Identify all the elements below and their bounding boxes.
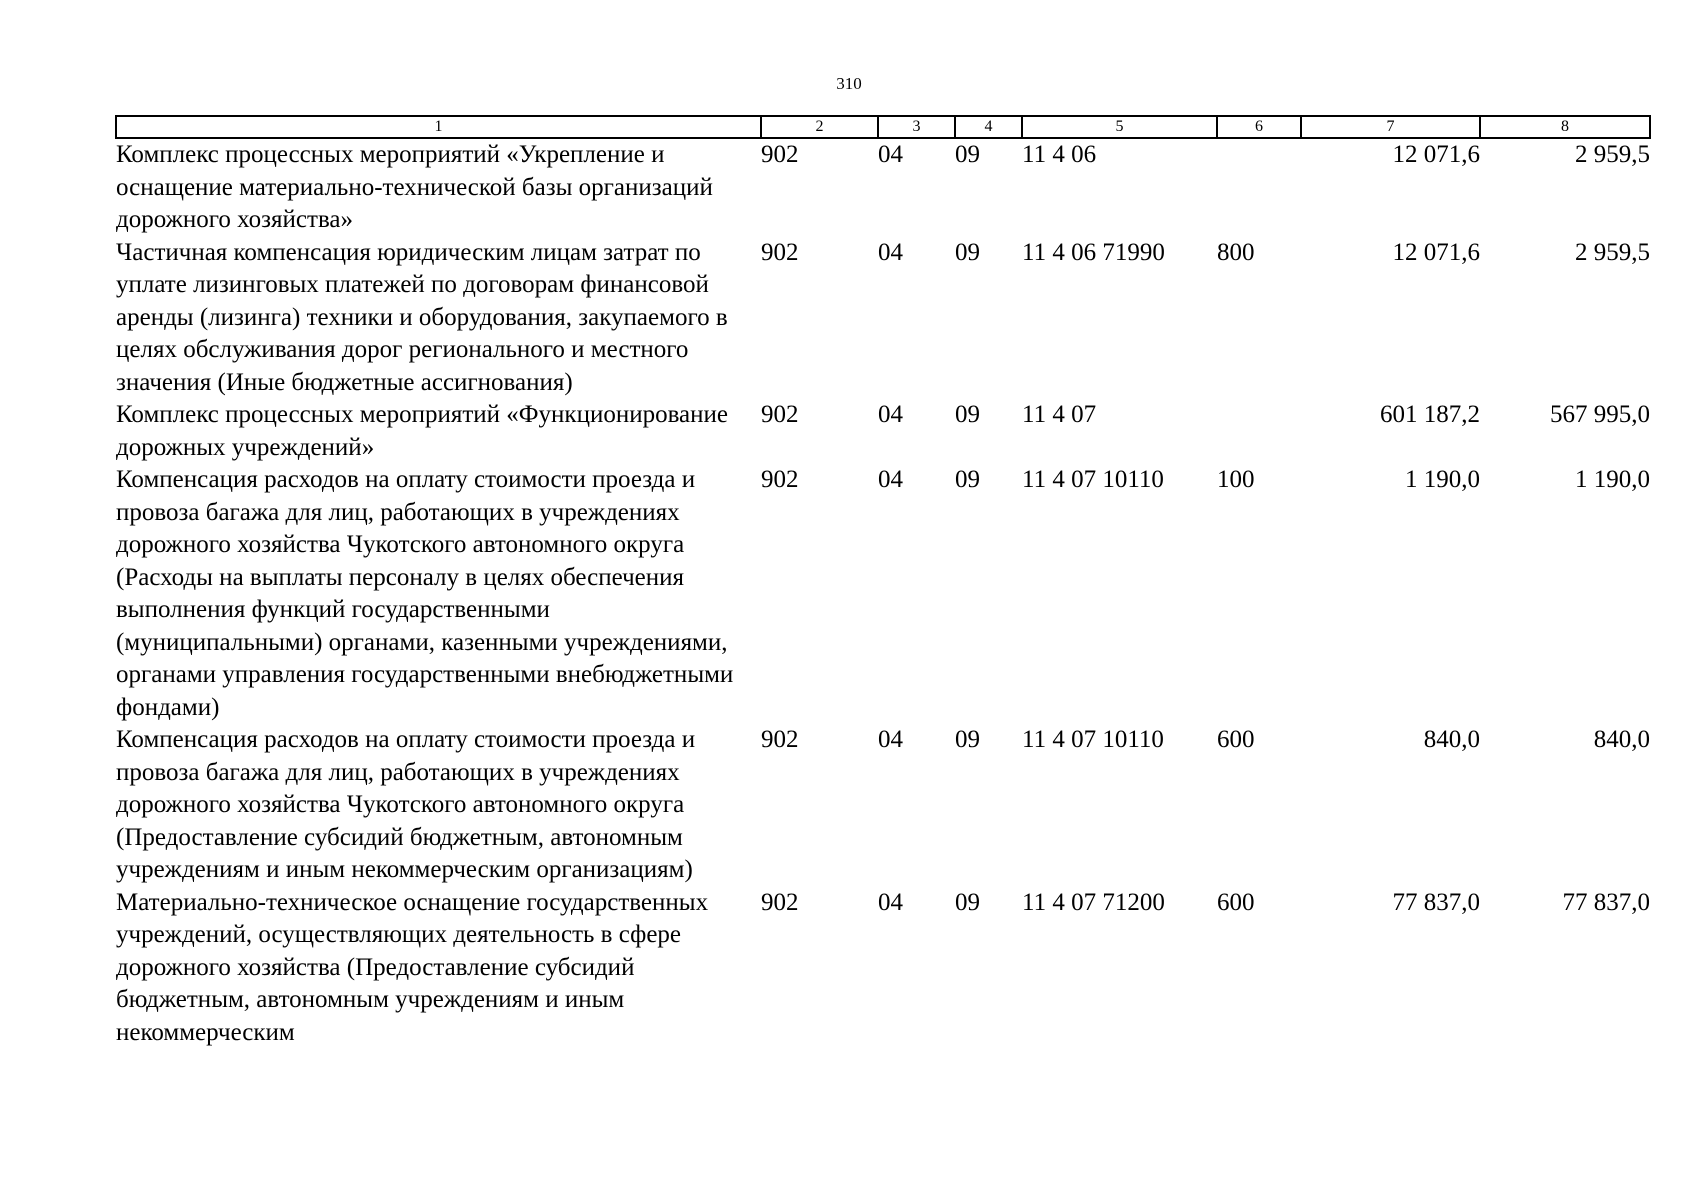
ministry-code: 902 xyxy=(761,141,799,168)
subsection-code: 09 xyxy=(955,238,980,266)
table-row xyxy=(116,724,1650,887)
column-number-2: 2 xyxy=(761,116,878,138)
target-article-code: 11 4 06 71990 xyxy=(1022,238,1165,266)
ministry-code: 902 xyxy=(761,401,799,428)
expense-name: Комплекс процессных мероприятий «Укрепление и оснащение материально-технической базы организаций дорожного хозяйства» xyxy=(116,141,713,233)
ministry-code: 902 xyxy=(761,238,799,266)
ministry-code: 902 xyxy=(761,888,799,916)
section-code: 04 xyxy=(878,238,903,266)
budget-table xyxy=(115,115,1651,1049)
table-row xyxy=(116,464,1650,724)
amount-year-2: 77 837,0 xyxy=(1562,888,1650,916)
expense-type-code xyxy=(1217,138,1301,237)
subsection-code: 09 xyxy=(955,466,980,493)
table-header xyxy=(116,116,1650,138)
section-code: 04 xyxy=(878,401,903,428)
expense-name: Частичная компенсация юридическим лицам затрат по уплате лизинговых платежей по договорам финансовой аренды (лизинга) техники и оборудования, закупаемого в целях обслуживания дорог регионального и местного значения (Иные бюджетные ассигнования) xyxy=(116,238,728,396)
amount-year-2: 2 959,5 xyxy=(1575,238,1650,266)
expense-name: Комплекс процессных мероприятий «Функционирование дорожных учреждений» xyxy=(116,401,729,461)
column-number-4: 4 xyxy=(955,116,1022,138)
expense-type-code: 800 xyxy=(1217,238,1255,266)
expense-type-code: 100 xyxy=(1217,466,1255,493)
table-row xyxy=(116,887,1650,1050)
target-article-code: 11 4 06 xyxy=(1022,141,1097,168)
target-article-code: 11 4 07 10110 xyxy=(1022,466,1164,493)
expense-type-code xyxy=(1217,399,1301,464)
subsection-code: 09 xyxy=(955,401,980,428)
table-row xyxy=(116,399,1650,464)
ministry-code: 902 xyxy=(761,726,799,753)
subsection-code: 09 xyxy=(955,141,980,168)
subsection-code: 09 xyxy=(955,726,980,753)
column-number-8: 8 xyxy=(1480,116,1650,138)
amount-year-2: 840,0 xyxy=(1593,726,1650,753)
expense-name: Материально-техническое оснащение государственных учреждений, осуществляющих деятельность в сфере дорожного хозяйства (Предоставление субсидий бюджетным, автономным учреждениям и иным некоммерческим xyxy=(116,888,709,1046)
target-article-code: 11 4 07 71200 xyxy=(1022,888,1165,916)
amount-year-1: 12 071,6 xyxy=(1392,141,1480,168)
page-number: 310 xyxy=(836,74,862,93)
section-code: 04 xyxy=(878,141,903,168)
subsection-code: 09 xyxy=(955,888,980,916)
section-code: 04 xyxy=(878,726,903,753)
expense-type-code: 600 xyxy=(1217,888,1255,916)
table-row xyxy=(116,237,1650,400)
column-number-7: 7 xyxy=(1301,116,1480,138)
target-article-code: 11 4 07 xyxy=(1022,401,1097,428)
amount-year-1: 1 190,0 xyxy=(1405,466,1480,493)
expense-name: Компенсация расходов на оплату стоимости проезда и провоза багажа для лиц, работающих в учреждениях дорожного хозяйства Чукотского автономного округа (Предоставление субсидий бюджетным, автономным учреждениям и иным некоммерческим организациям) xyxy=(116,726,696,883)
ministry-code: 902 xyxy=(761,466,799,493)
column-number-1: 1 xyxy=(116,116,761,138)
target-article-code: 11 4 07 10110 xyxy=(1022,726,1164,753)
table-row xyxy=(116,138,1650,237)
section-code: 04 xyxy=(878,466,903,493)
amount-year-1: 601 187,2 xyxy=(1380,401,1480,428)
expense-type-code: 600 xyxy=(1217,726,1255,753)
header-row xyxy=(116,116,1650,138)
amount-year-2: 1 190,0 xyxy=(1575,466,1650,493)
expense-name: Компенсация расходов на оплату стоимости проезда и провоза багажа для лиц, работающих в учреждениях дорожного хозяйства Чукотского автономного округа (Расходы на выплаты персоналу в целях обеспечения выполнения функций государственными (муниципальными) органами, казенными учреждениями, органами управления государственными внебюджетными фондами) xyxy=(116,466,734,721)
amount-year-2: 2 959,5 xyxy=(1575,141,1650,168)
section-code: 04 xyxy=(878,888,903,916)
table-body xyxy=(116,138,1650,1049)
column-number-5: 5 xyxy=(1022,116,1217,138)
amount-year-1: 12 071,6 xyxy=(1392,238,1480,266)
amount-year-1: 77 837,0 xyxy=(1392,888,1480,916)
amount-year-2: 567 995,0 xyxy=(1550,401,1650,428)
amount-year-1: 840,0 xyxy=(1423,726,1480,753)
column-number-6: 6 xyxy=(1217,116,1301,138)
column-number-3: 3 xyxy=(878,116,955,138)
